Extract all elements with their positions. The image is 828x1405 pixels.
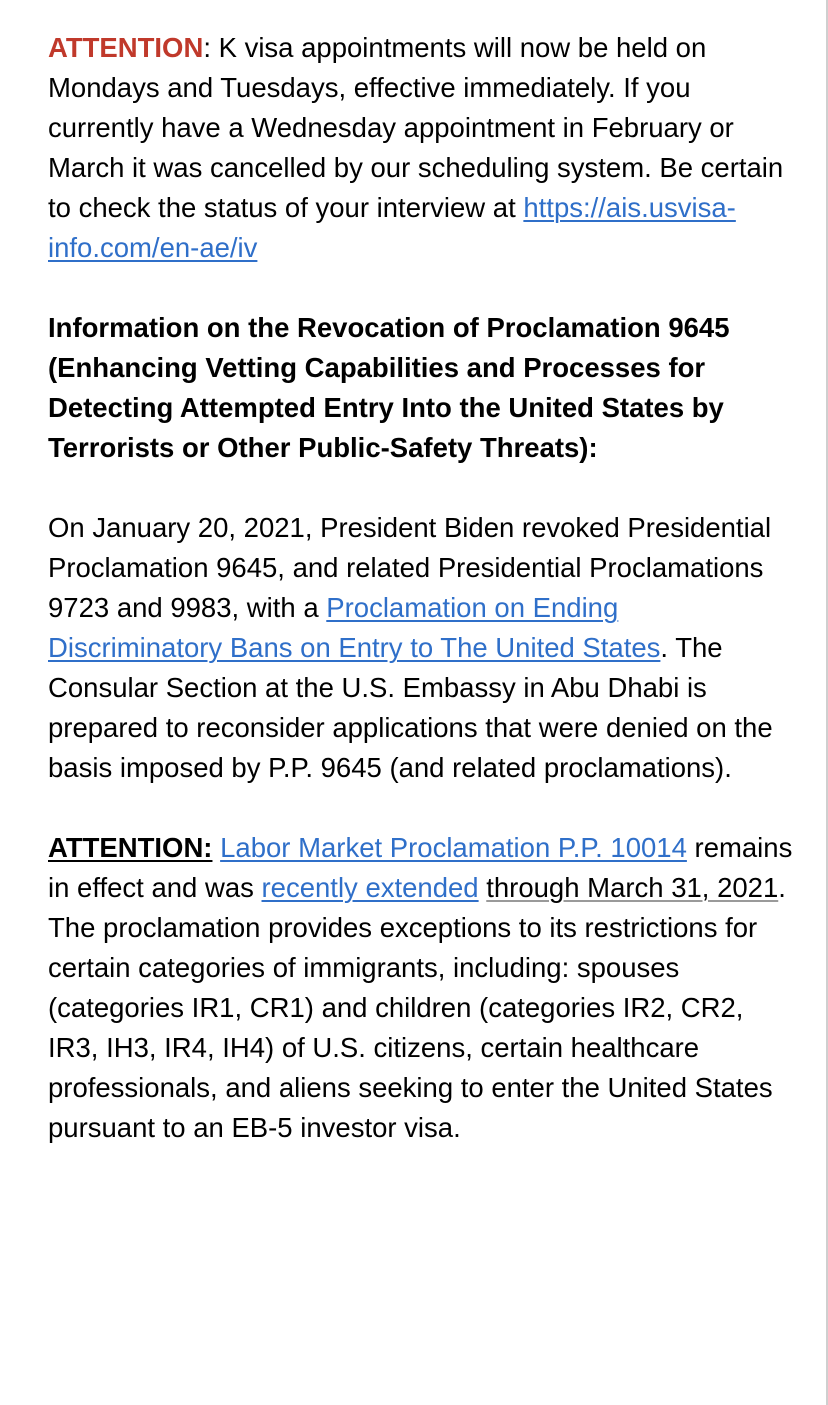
revocation-text-after: . The Consular Section at the U.S. Embassy in Abu Dhabi is prepared to reconsider applications that were denied on the basis imposed by P.P. 9645 (and related proclamations). <box>48 632 773 783</box>
spacer <box>48 468 798 508</box>
revocation-text-before: On January 20, 2021, President Biden revoked Presidential Proclamation 9645, and related Presidential Proclamations 9723 and 9983, with a <box>48 512 772 623</box>
revocation-paragraph <box>48 508 798 788</box>
labor-text-after: . The proclamation provides exceptions to its restrictions for certain categories of immigrants, including: spouses (categories IR1, CR1) and children (categories IR2, CR2, IR3, IH3, IR4, IH4) of U.S. citizens, certain healthcare professionals, and aliens seeking to enter the United States pursuant to an EB-5 investor visa. <box>48 872 786 1143</box>
notice-k-visa-text: : K visa appointments will now be held on Mondays and Tuesdays, effective immediately. If you currently have a Wednesday appointment in February or March it was cancelled by our scheduling system. Be certain to check the status of your interview at <box>48 32 784 223</box>
spacer <box>48 788 798 828</box>
labor-market-proclamation-link[interactable]: Labor Market Proclamation P.P. 10014 <box>220 832 687 863</box>
recently-extended-link[interactable]: recently extended <box>261 872 479 903</box>
attention-label-2: ATTENTION: <box>48 832 213 863</box>
labor-text-middle: remains in effect and was <box>48 832 793 903</box>
ais-status-link[interactable]: https://ais.usvisa-info.com/en-ae/iv <box>48 192 736 263</box>
notice-k-visa <box>48 28 798 268</box>
proclamation-ending-bans-link[interactable]: Proclamation on Ending Discriminatory Bans on Entry to The United States <box>48 592 661 663</box>
attention-label: ATTENTION <box>48 32 204 63</box>
extension-date-text: through March 31, 2021 <box>486 872 779 903</box>
revocation-heading: Information on the Revocation of Proclamation 9645 (Enhancing Vetting Capabilities and Processes for Detecting Attempted Entry Into the United States by Terrorists or Other Public-Safety Threats): <box>48 312 730 463</box>
spacer <box>48 268 798 308</box>
notice-labor-market <box>48 828 798 1148</box>
